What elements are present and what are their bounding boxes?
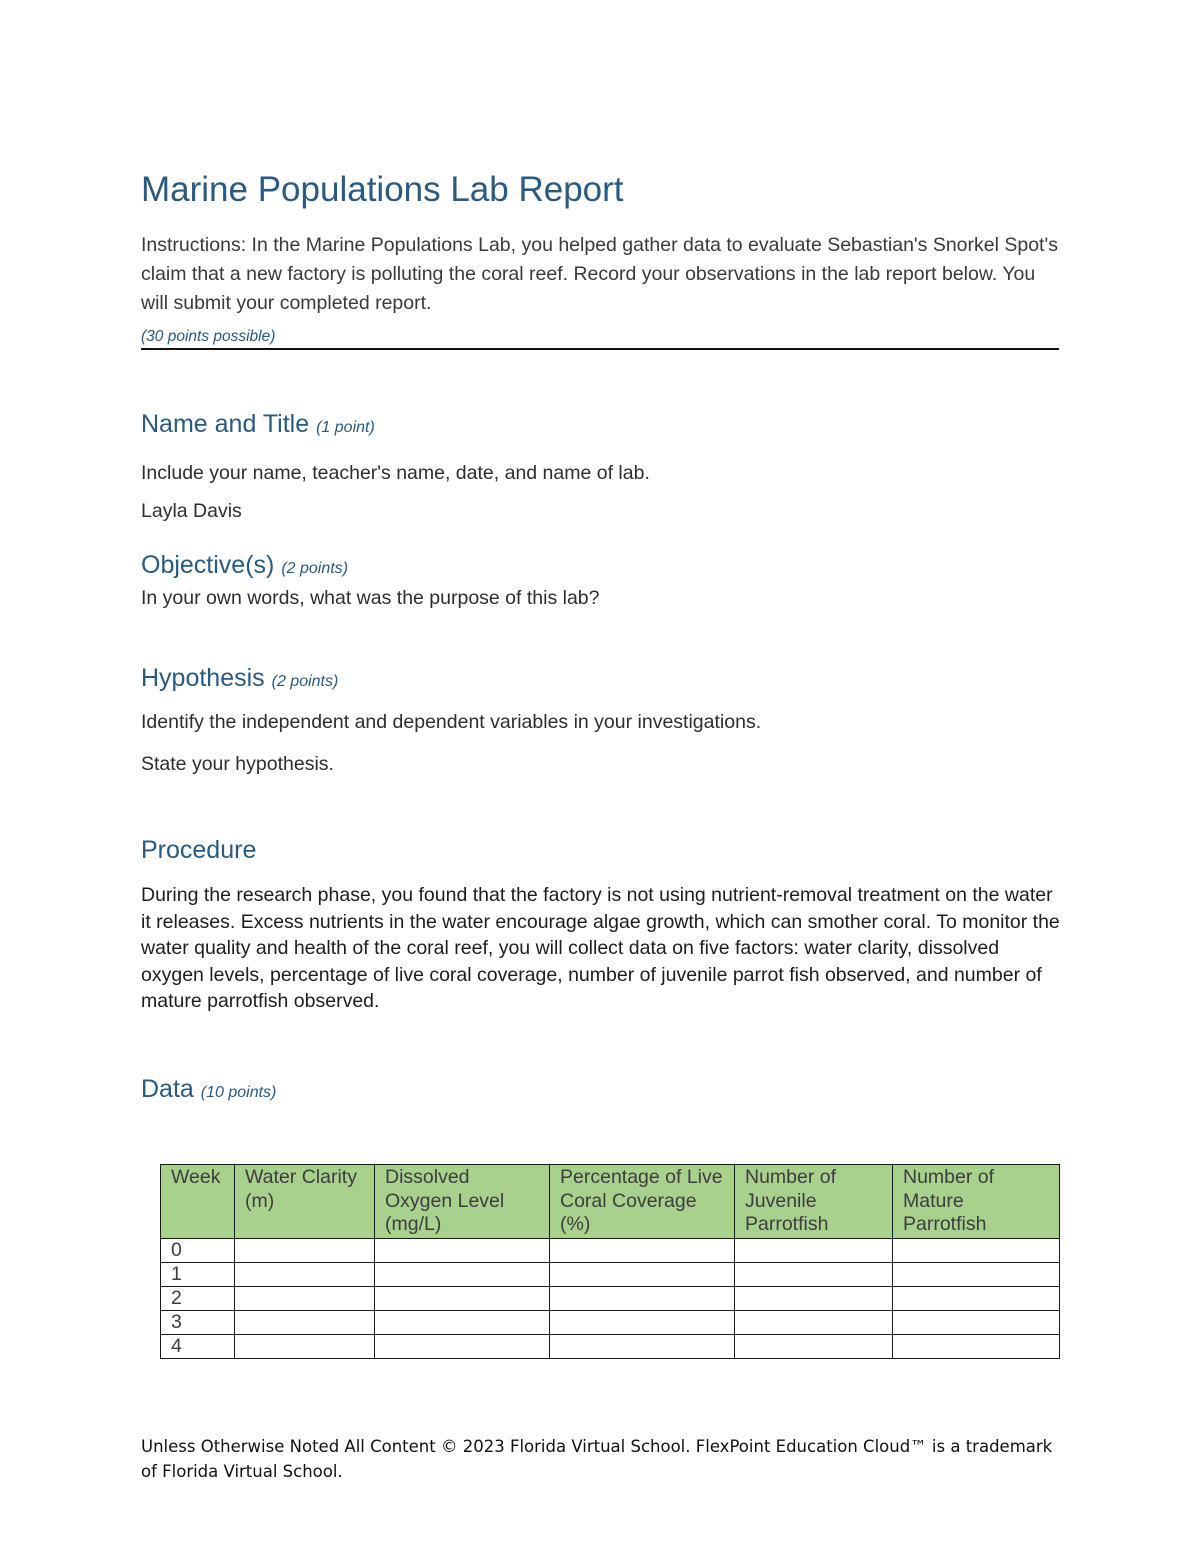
water-clarity-cell[interactable] (235, 1311, 375, 1335)
data-table (160, 1164, 1060, 1359)
points-possible: (30 points possible) (141, 328, 276, 345)
hypothesis-heading-text: Hypothesis (141, 664, 265, 692)
objective-heading-text: Objective(s) (141, 551, 275, 579)
objective-prompt: In your own words, what was the purpose of this lab? (141, 587, 600, 609)
juvenile-parrotfish-cell[interactable] (735, 1287, 893, 1311)
water-clarity-cell[interactable] (235, 1335, 375, 1359)
table-header-row (161, 1165, 1060, 1239)
juvenile-parrotfish-cell[interactable] (735, 1239, 893, 1263)
mature-parrotfish-cell[interactable] (893, 1335, 1060, 1359)
copyright-footer: Unless Otherwise Noted All Content © 2023 Florida Virtual School. FlexPoint Education Cloud™ is a trademark of Florida Virtual School. (141, 1437, 1053, 1481)
week-cell: 4 (161, 1335, 235, 1359)
juvenile-parrotfish-cell[interactable] (735, 1311, 893, 1335)
name-title-points: (1 point) (316, 419, 375, 436)
objective-heading (141, 551, 348, 580)
header-dissolved-oxygen: Dissolved Oxygen Level (mg/L) (375, 1165, 550, 1239)
instructions-text: Instructions: In the Marine Populations Lab, you helped gather data to evaluate Sebastian's Snorkel Spot's claim that a new factory is polluting the coral reef. Record your observations in the lab report below. You will submit your completed report. (141, 234, 1058, 314)
dissolved-oxygen-cell[interactable] (375, 1263, 550, 1287)
hypothesis-heading (141, 664, 338, 693)
water-clarity-cell[interactable] (235, 1239, 375, 1263)
name-title-heading-text: Name and Title (141, 410, 310, 438)
week-cell: 2 (161, 1287, 235, 1311)
table-row (161, 1263, 1060, 1287)
procedure-text: During the research phase, you found that the factory is not using nutrient-removal treatment on the water it releases. Excess nutrients in the water encourage algae growth, which can smother coral. To monitor the water quality and health of the coral reef, you will collect data on five factors: water clarity, dissolved oxygen levels, percentage of live coral coverage, number of juvenile parrot fish observed, and number of mature parrotfish observed. (141, 884, 1060, 1012)
week-cell: 1 (161, 1263, 235, 1287)
data-points: (10 points) (200, 1084, 277, 1101)
dissolved-oxygen-cell[interactable] (375, 1287, 550, 1311)
juvenile-parrotfish-cell[interactable] (735, 1263, 893, 1287)
header-juvenile-parrotfish: Number of Juvenile Parrotfish (735, 1165, 893, 1239)
table-row (161, 1239, 1060, 1263)
header-week: Week (161, 1165, 235, 1239)
mature-parrotfish-cell[interactable] (893, 1263, 1060, 1287)
header-mature-parrotfish: Number of Mature Parrotfish (893, 1165, 1060, 1239)
hypothesis-points: (2 points) (271, 673, 339, 690)
live-coral-cell[interactable] (550, 1287, 735, 1311)
section-divider (141, 348, 1059, 350)
data-heading-text: Data (141, 1075, 194, 1103)
document-title: Marine Populations Lab Report (141, 170, 624, 209)
week-cell: 0 (161, 1239, 235, 1263)
name-title-heading (141, 410, 375, 439)
student-name-answer[interactable]: Layla Davis (141, 500, 242, 522)
name-title-prompt: Include your name, teacher's name, date, and name of lab. (141, 462, 650, 484)
hypothesis-prompt-variables: Identify the independent and dependent variables in your investigations. (141, 711, 762, 733)
procedure-heading (141, 836, 256, 865)
mature-parrotfish-cell[interactable] (893, 1287, 1060, 1311)
procedure-heading-text: Procedure (141, 836, 257, 864)
live-coral-cell[interactable] (550, 1311, 735, 1335)
header-water-clarity: Water Clarity (m) (235, 1165, 375, 1239)
table-row (161, 1287, 1060, 1311)
data-heading (141, 1075, 276, 1104)
header-live-coral-coverage: Percentage of Live Coral Coverage (%) (550, 1165, 735, 1239)
water-clarity-cell[interactable] (235, 1287, 375, 1311)
hypothesis-prompt-state: State your hypothesis. (141, 753, 334, 775)
table-row (161, 1311, 1060, 1335)
juvenile-parrotfish-cell[interactable] (735, 1335, 893, 1359)
live-coral-cell[interactable] (550, 1263, 735, 1287)
dissolved-oxygen-cell[interactable] (375, 1335, 550, 1359)
live-coral-cell[interactable] (550, 1335, 735, 1359)
dissolved-oxygen-cell[interactable] (375, 1311, 550, 1335)
mature-parrotfish-cell[interactable] (893, 1239, 1060, 1263)
week-cell: 3 (161, 1311, 235, 1335)
objective-points: (2 points) (281, 560, 349, 577)
water-clarity-cell[interactable] (235, 1263, 375, 1287)
live-coral-cell[interactable] (550, 1239, 735, 1263)
table-row (161, 1335, 1060, 1359)
mature-parrotfish-cell[interactable] (893, 1311, 1060, 1335)
dissolved-oxygen-cell[interactable] (375, 1239, 550, 1263)
